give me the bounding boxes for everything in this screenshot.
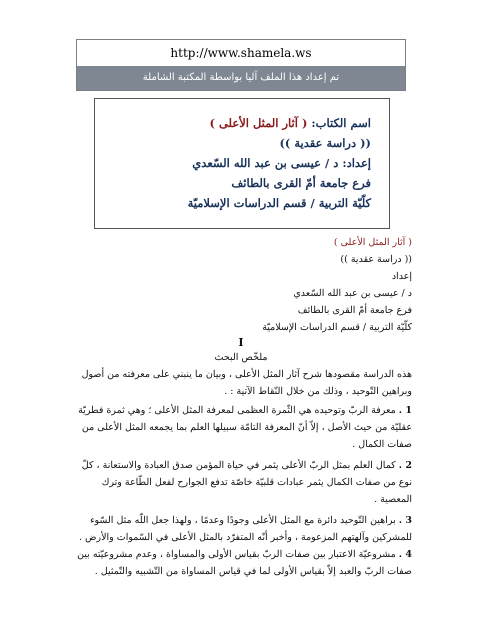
shamela-banner (76, 39, 406, 91)
banner-url[interactable]: http://www.shamela.ws (170, 46, 312, 60)
point-2-line-1: 2 . كمال العلم بمثل الربّ الأعلى يثمر في حياة المؤمن صدق العبادة والاستعانة ، كلّ (81, 460, 412, 471)
abstract-heading: ملخّص البحث (214, 352, 268, 363)
book-info-box (94, 98, 390, 229)
document-body (70, 234, 412, 580)
university-branch: فرع جامعة أمّ القرى بالطائف (297, 305, 412, 316)
point-1-line-2: عقليّة من حيث الأصل ، إلاّ أنّ المعرفة التامّة سبيلها العلم بما يجمعه المثل الأعلى من (81, 422, 412, 433)
banner-caption: تم إعداد هذا الملف آليا بواسطة المكتبة الشاملة (77, 66, 405, 90)
point-4-line-1: 4 . مشروعيّة الاعتبار بين صفات الربّ بقياس الأولى والمساواة ، وعدم مشروعيّته بين (77, 549, 412, 560)
point-2-line-2: نوع من صفات الكمال يثمر عبادات قلبيّة خاصّة تدفع الجوارح لفعل الطّاعة وترك (101, 477, 412, 488)
point-3-line-2: للمشركين وآلهتهم المزعومة ، وأخبر أنّه المتفرّد بالمثل الأعلى في السّموات والأرض . (79, 532, 412, 543)
book-title-label: اسم الكتاب: (307, 116, 371, 130)
point-4-line-2: صفات الربّ والعبد إلاّ بقياس الأولى لما في قياس المساواة من التّشبيه والتّمثيل . (94, 566, 412, 577)
intro-line-2: وبراهين التّوحيد ، وذلك من خلال النّقاط الآتية : . (224, 386, 412, 397)
book-subtitle: (( دراسة عقدية )) (279, 136, 371, 150)
book-college: كلّيّة التربية / قسم الدراسات الإسلاميّة (187, 196, 371, 210)
book-author: إعداد: د / عيسى بن عبد الله السّعدي (192, 156, 371, 170)
body-title: ( آثار المثل الأعلى ) (333, 237, 412, 248)
book-branch: فرع جامعة أمّ القرى بالطائف (231, 176, 371, 190)
point-3-number: 3 . (398, 515, 412, 526)
book-title: ( آثار المثل الأعلى ) (209, 116, 308, 130)
intro-line-1: هذه الدراسة مقصودها شرح آثار المثل الأعلى ، وبيان ما ينبني على معرفته من أصول (81, 369, 412, 380)
point-3-line-1: 3 . براهين التّوحيد دائرة مع المثل الأعلى وجودًا وعدمًا ، ولهذا جعل اللّه مثل السّوء (90, 515, 412, 526)
point-4-number: 4 . (398, 549, 412, 560)
college-name: كلّيّة التربية / قسم الدراسات الإسلاميّة (262, 322, 412, 333)
point-1-line-3: صفات الكمال . (352, 439, 412, 450)
point-1-number: 1 . (398, 405, 412, 416)
point-2-number: 2 . (398, 460, 412, 471)
author-name: د / عيسى بن عبد الله السّعدي (293, 288, 412, 299)
point-1-line-1: 1 . معرفة الربّ وتوحيده هي الثّمرة العظمى لمعرفة المثل الأعلى ؛ وهي ثمرة فطريّة (78, 405, 412, 416)
body-subtitle: (( دراسة عقدية )) (340, 254, 412, 265)
prepared-by: إعداد (391, 271, 412, 282)
point-2-line-3: المعصية . (374, 494, 412, 505)
section-number: I (238, 336, 244, 349)
book-title-line (101, 113, 371, 133)
